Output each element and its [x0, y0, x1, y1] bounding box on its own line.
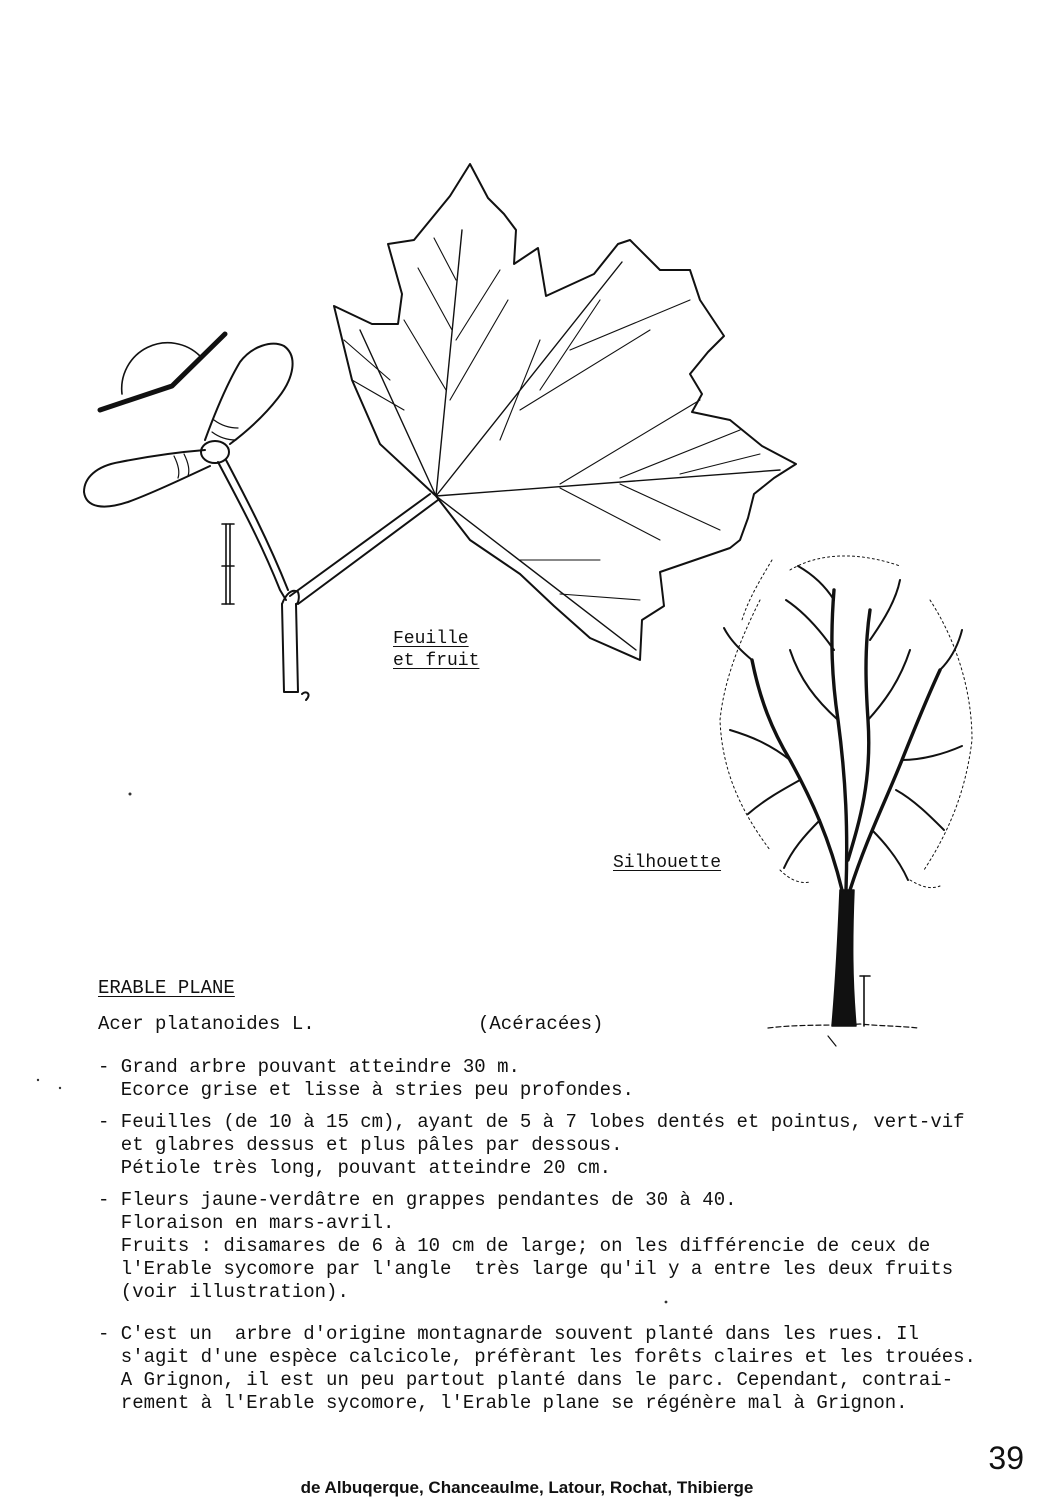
description-line: rement à l'Erable sycomore, l'Erable plane se régénère mal à Grignon. — [98, 1392, 908, 1414]
scale-bar-fruit — [222, 524, 234, 604]
description-line: Floraison en mars-avril. — [98, 1212, 395, 1234]
species-family: (Acéracées) — [478, 1013, 604, 1035]
fruit-angle-diagram — [100, 334, 225, 410]
description-line: Ecorce grise et lisse à stries peu profondes. — [98, 1079, 634, 1101]
species-common-name: ERABLE PLANE — [98, 977, 235, 999]
description-line: - C'est un arbre d'origine montagnarde souvent planté dans les rues. Il — [98, 1323, 919, 1345]
description-line: - Feuilles (de 10 à 15 cm), ayant de 5 à 7 lobes dentés et pointus, vert-vif — [98, 1111, 965, 1133]
description-line: A Grignon, il est un peu partout planté dans le parc. Cependant, contrai- — [98, 1369, 954, 1391]
tree-silhouette-drawing — [720, 556, 972, 1046]
leaf-caption-line2: et fruit — [393, 651, 480, 671]
description-line: - Grand arbre pouvant atteindre 30 m. — [98, 1056, 520, 1078]
description-line: - Fleurs jaune-verdâtre en grappes pendantes de 30 à 40. — [98, 1189, 737, 1211]
maple-leaf-drawing — [334, 164, 796, 660]
description-line: et glabres dessus et plus pâles par dessous. — [98, 1134, 623, 1156]
description-paragraph-4 — [98, 1323, 998, 1415]
description-paragraph-2 — [98, 1111, 998, 1180]
species-latin-name: Acer platanoides L. — [98, 1013, 315, 1035]
page-number: 39 — [988, 1440, 1024, 1476]
leaf-caption-line1: Feuille — [393, 629, 469, 649]
description-line: s'agit d'une espèce calcicole, préfèrant les forêts claires et les trouées. — [98, 1346, 976, 1368]
description-line: l'Erable sycomore par l'angle très large qu'il y a entre les deux fruits — [98, 1258, 954, 1280]
description-line: (voir illustration). — [98, 1281, 349, 1303]
description-line: Pétiole très long, pouvant atteindre 20 cm. — [98, 1157, 612, 1179]
description-paragraph-1 — [98, 1056, 998, 1102]
description-paragraph-3 — [98, 1189, 998, 1304]
authors-credit: de Albuqerque, Chanceaulme, Latour, Rochat, Thibierge — [300, 1478, 754, 1497]
samara-fruit-drawing — [84, 344, 293, 600]
silhouette-caption: Silhouette — [613, 853, 722, 873]
description-line: Fruits : disamares de 6 à 10 cm de large; on les différencie de ceux de — [98, 1235, 931, 1257]
